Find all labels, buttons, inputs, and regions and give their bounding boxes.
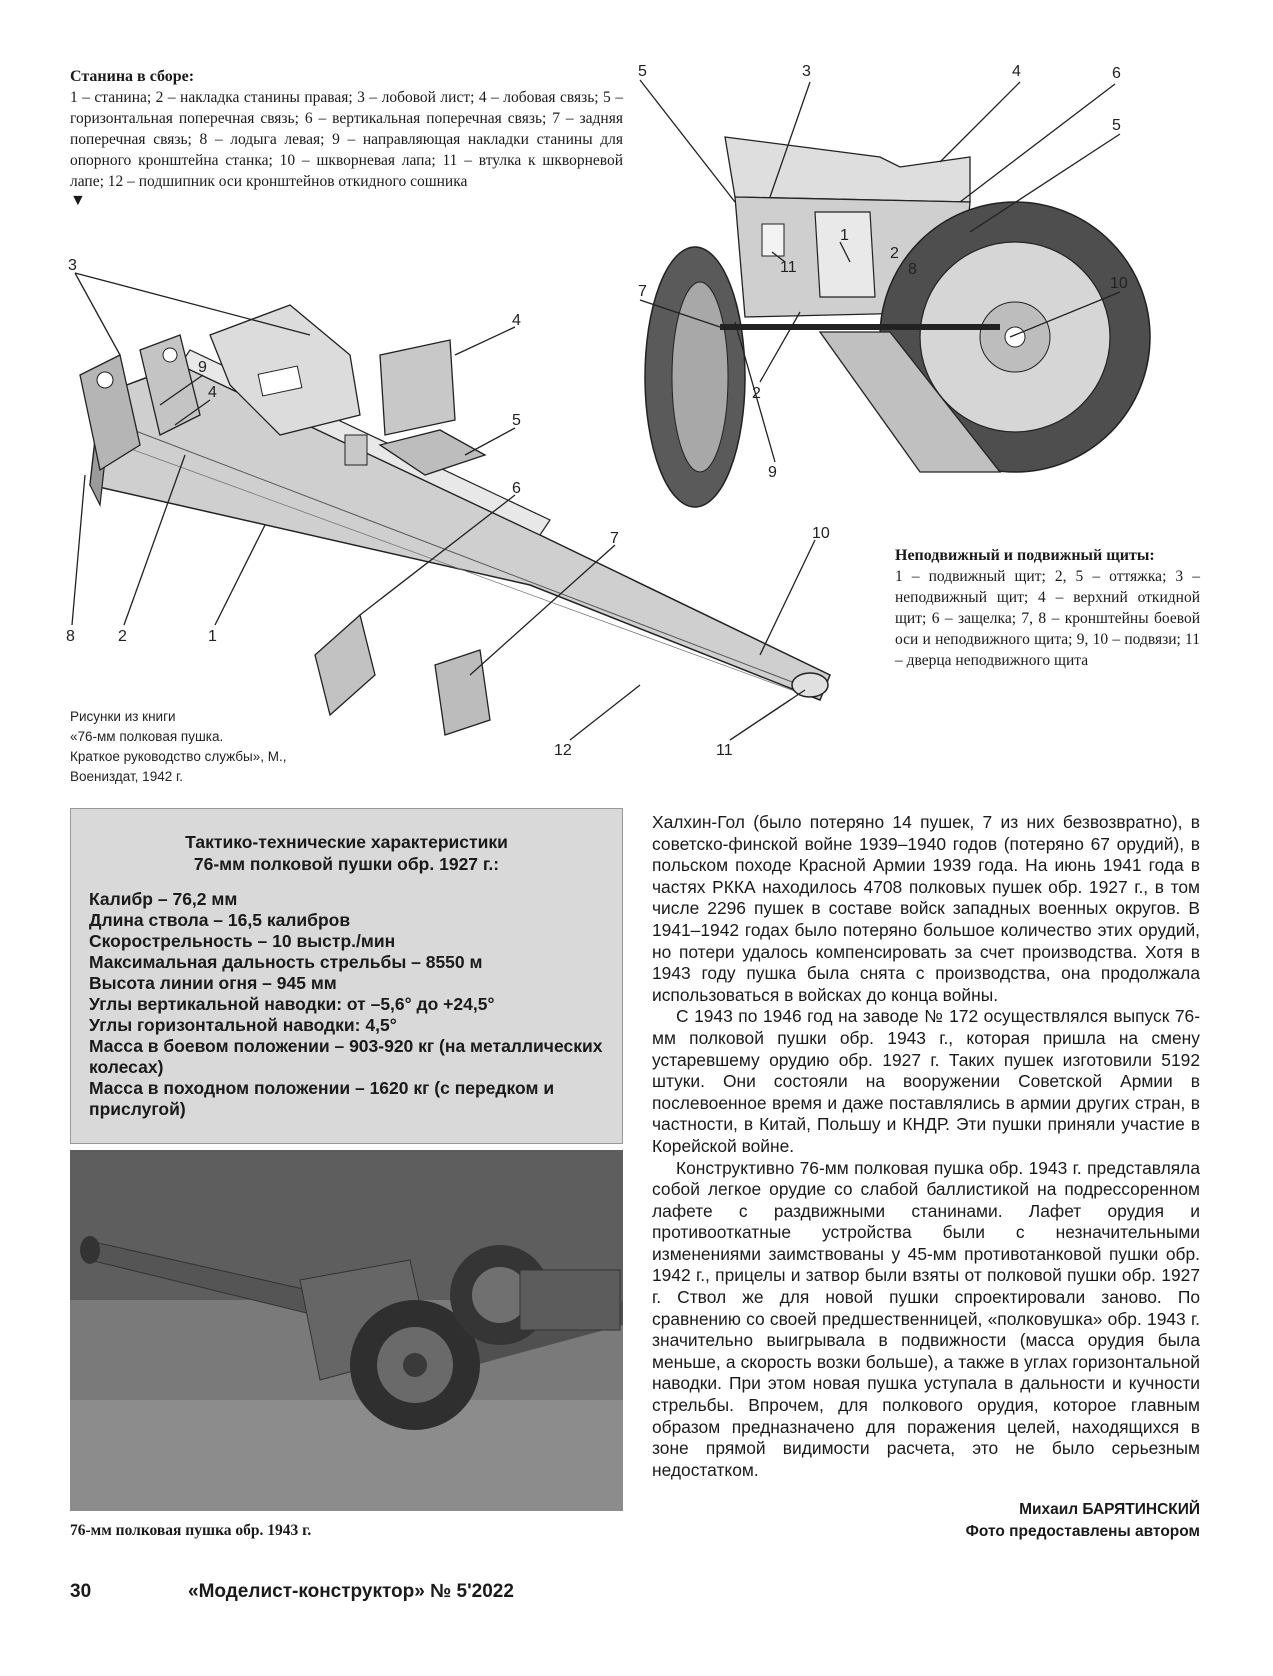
callout-r6: 6 bbox=[1112, 65, 1121, 82]
callout-r10: 10 bbox=[1110, 275, 1128, 292]
callout-r11: 11 bbox=[780, 259, 797, 276]
callout-r5a: 5 bbox=[638, 63, 647, 80]
frame-caption-legend: 1 – станина; 2 – накладка станины правая; 3 – лобовой лист; 4 – лобовая связь; 5 – горизонтальная поперечная связь; 6 – вертикальная поперечная связь; 7 – задняя поперечная связь; 8 – лодыга левая; 9 – направляющая накладки станины для опорного кронштейна станка; 10 – шкворневая лапа; 11 – втулка к шкворневой лапе; 12 – подшипник оси кронштейнов откидного сошника bbox=[70, 89, 623, 190]
spec-item: Масса в боевом положении – 903-920 кг (на металлических колесах) bbox=[89, 1036, 603, 1077]
source-note-line: Рисунки из книги bbox=[70, 709, 176, 724]
bracket bbox=[345, 435, 367, 465]
callout-r8: 8 bbox=[908, 261, 917, 278]
frontal-brace bbox=[380, 340, 455, 435]
callout-7: 7 bbox=[610, 530, 619, 547]
source-note bbox=[70, 707, 287, 787]
frame-caption bbox=[70, 66, 623, 210]
spec-item: Максимальная дальность стрельбы – 8550 м bbox=[89, 952, 483, 972]
callout-12: 12 bbox=[554, 742, 572, 759]
callout-r5b: 5 bbox=[1112, 117, 1121, 134]
callout-1: 1 bbox=[208, 628, 217, 645]
spec-item: Длина ствола – 16,5 калибров bbox=[89, 910, 351, 930]
callout-r7: 7 bbox=[638, 283, 647, 300]
photo-caption: 76-мм полковая пушка обр. 1943 г. bbox=[70, 1522, 312, 1539]
spec-item: Углы вертикальной наводки: от –5,6° до +24,5° bbox=[89, 994, 495, 1014]
spec-item: Высота линии огня – 945 мм bbox=[89, 973, 337, 993]
spec-item: Углы горизонтальной наводки: 4,5° bbox=[89, 1015, 397, 1035]
callout-8: 8 bbox=[66, 628, 75, 645]
spec-item: Масса в походном положении – 1620 кг (с передком и прислугой) bbox=[89, 1078, 555, 1119]
shields-caption-legend: 1 – подвижный щит; 2, 5 – оттяжка; 3 – неподвижный щит; 4 – верхний откидной щит; 6 – защелка; 7, 8 – кронштейны боевой оси и неподвижного щита; 9, 10 – подвязи; 11 – дверца неподвижного щита bbox=[895, 568, 1200, 669]
callout-r2a: 2 bbox=[890, 245, 899, 262]
specifications-box bbox=[70, 808, 623, 1144]
callout-r9: 9 bbox=[768, 464, 777, 481]
article-paragraph: С 1943 по 1946 год на заводе № 172 осуществлялся выпуск 76-мм полковой пушки обр. 1943 г., которая пришла на смену устаревшему орудию обр. 1927 г. Таких пушек изготовили 5192 штуки. Они состояли на вооружении Советской Армии в послевоенное время и даже поставлялись в армии других стран, в частности, в Китай, Польшу и КНДР. Эти пушки приняли участие в Корейской войне. bbox=[652, 1006, 1200, 1156]
specifications-list bbox=[89, 889, 604, 1120]
callout-2: 2 bbox=[118, 628, 127, 645]
specifications-title-line1: Тактико-технические характеристики bbox=[185, 832, 508, 852]
callout-4a: 4 bbox=[208, 384, 217, 401]
author: Михаил БАРЯТИНСКИЙ bbox=[1019, 1501, 1200, 1518]
gun-photo bbox=[70, 1150, 623, 1511]
shields-caption bbox=[895, 545, 1200, 671]
spec-item: Калибр – 76,2 мм bbox=[89, 889, 238, 909]
article-paragraph: Конструктивно 76-мм полковая пушка обр. 1943 г. представляла собой легкое орудие со слабой баллистикой на подрессоренном лафете с раздвижными станинами. Лафет орудия и противооткатные устройства были с незначительными изменениями заимствованы у 45-мм противотанковой пушки обр. 1942 г., прицелы и затвор были взяты от полковой пушки обр. 1927 г. Ствол же для новой пушки спроектировали заново. По сравнению со своей предшественницей, «полковушка» обр. 1943 г. значительно выигрывала в подвижности (масса орудия была меньше, а скорость возки больше), а также в углах горизонтальной наводки. При этом новая пушка уступала в дальности и кучности стрельбы. Впрочем, для полкового орудия, которое главным образом предназначено для поражения целей, находящихся в зоне прямой видимости расчета, это не было серьезным недостатком. bbox=[652, 1157, 1200, 1480]
callout-3: 3 bbox=[68, 257, 77, 274]
rear-brace bbox=[435, 650, 490, 735]
photo-credit: Фото предоставлены автором bbox=[965, 1523, 1200, 1540]
callout-r1: 1 bbox=[840, 227, 849, 244]
shield-door bbox=[762, 224, 784, 256]
callout-r4: 4 bbox=[1012, 63, 1021, 80]
left-wheel bbox=[645, 247, 745, 507]
source-note-line: Краткое руководство службы», М., bbox=[70, 749, 287, 764]
callout-11: 11 bbox=[716, 742, 733, 759]
pointer-down-icon: ▼ bbox=[70, 192, 86, 209]
vertical-brace bbox=[315, 615, 375, 715]
shield-drawing bbox=[640, 62, 1210, 522]
frame-caption-title: Станина в сборе: bbox=[70, 68, 195, 85]
page-number: 30 bbox=[70, 1581, 92, 1602]
callout-r2b: 2 bbox=[752, 385, 761, 402]
callout-9: 9 bbox=[198, 359, 207, 376]
callout-4b: 4 bbox=[512, 312, 521, 329]
callout-6: 6 bbox=[512, 480, 521, 497]
source-note-line: Воениздат, 1942 г. bbox=[70, 769, 183, 784]
upper-shield bbox=[725, 137, 970, 202]
callout-5: 5 bbox=[512, 412, 521, 429]
article-body bbox=[652, 812, 1200, 1481]
spec-item: Скорострельность – 10 выстр./мин bbox=[89, 931, 396, 951]
callout-r3: 3 bbox=[802, 63, 811, 80]
magazine-title: «Моделист-конструктор» № 5'2022 bbox=[188, 1581, 514, 1602]
shields-caption-title: Неподвижный и подвижный щиты: bbox=[895, 547, 1155, 564]
specifications-title bbox=[71, 831, 622, 875]
source-note-line: «76-мм полковая пушка. bbox=[70, 729, 224, 744]
specifications-title-line2: 76-мм полковой пушки обр. 1927 г.: bbox=[193, 854, 500, 874]
gun-photo-image bbox=[70, 1150, 623, 1511]
pintle-lunette bbox=[792, 673, 828, 697]
movable-shield bbox=[815, 212, 875, 297]
article-paragraph: Халхин-Гол (было потеряно 14 пушек, 7 из них безвозвратно), в советско-финской войне 1939–1940 годов (потеряно 67 орудий), в польском походе Красной Армии 1939 года. На июнь 1941 года в частях РККА находилось 4708 полковых пушек обр. 1927 г., в том числе 2296 пушек в составе войск западных военных округов. В 1941–1942 годах было потеряно большое количество этих орудий, но потери удалось компенсировать за счет производства. Хотя в 1943 году пушка была снята с производства, она продолжала использоваться в войсках до конца войны. bbox=[652, 812, 1200, 1005]
callout-10: 10 bbox=[812, 525, 830, 542]
